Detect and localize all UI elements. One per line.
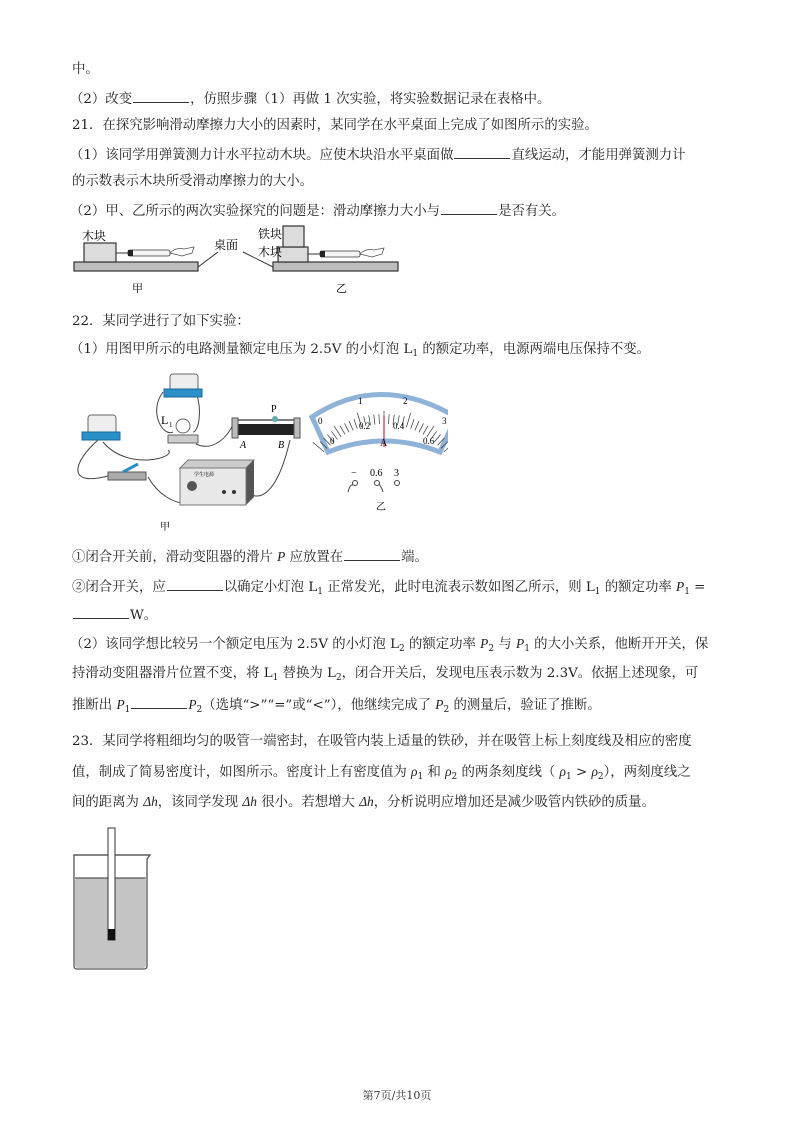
- label-power-supply: 学生电源: [194, 473, 215, 478]
- text: >: [571, 765, 592, 780]
- switch-base: [108, 472, 146, 480]
- terminal-icon: [353, 481, 358, 486]
- q20-step2: [70, 88, 730, 110]
- tick-label-top: 2: [403, 396, 408, 406]
- text: 间的距离为: [72, 795, 144, 810]
- answer-blank[interactable]: [454, 144, 510, 159]
- answer-blank[interactable]: [73, 604, 129, 619]
- text: 的大小关系，他断开开关，保: [529, 637, 709, 652]
- iron-sand: [108, 929, 115, 940]
- rheostat-coil: [236, 424, 296, 435]
- text: （2）甲、乙所示的两次实验探究的问题是：滑动摩擦力大小与: [70, 204, 441, 219]
- terminal-label: −: [351, 468, 357, 479]
- label-wood: 木块: [258, 245, 283, 259]
- answer-blank[interactable]: [133, 88, 189, 103]
- tick-label-bottom: 0.6: [423, 436, 435, 446]
- rheostat-end: [294, 418, 300, 438]
- ammeter-device: [82, 415, 120, 440]
- circuit-figure: [68, 372, 448, 534]
- label-jia: 甲: [132, 283, 143, 295]
- q23-line3: [72, 792, 732, 813]
- subscript: 2: [443, 705, 450, 715]
- meter-base: [82, 432, 120, 440]
- terminal-icon: [375, 481, 380, 486]
- q22-step2: [72, 576, 732, 598]
- terminal-icon: [395, 481, 400, 486]
- power-top: [180, 460, 254, 468]
- hand-icon: [360, 248, 384, 257]
- label-yi: 乙: [336, 283, 347, 295]
- voltmeter-device: [164, 374, 202, 397]
- spring-scale: [128, 250, 170, 256]
- tick-label-bottom: 0.4: [393, 421, 405, 431]
- figure-yi: [258, 226, 398, 295]
- meter-base: [164, 389, 202, 397]
- subscript: 2: [451, 772, 458, 782]
- text: 与: [494, 637, 516, 652]
- label-iron: 铁块: [258, 227, 283, 241]
- var-rho: ρ: [445, 764, 452, 779]
- var-p: P: [116, 697, 125, 712]
- text-line: [72, 60, 732, 80]
- text: W。: [130, 608, 158, 623]
- subscript: 1: [565, 772, 572, 782]
- tick-label-top: 0: [318, 416, 323, 426]
- answer-blank[interactable]: [441, 200, 497, 215]
- var-p: P: [516, 636, 525, 651]
- q22-step1: [72, 546, 732, 568]
- label-p: P: [271, 404, 277, 415]
- text: 的测量后，验证了推断。: [449, 698, 601, 713]
- q23-line1: [72, 732, 732, 752]
- table-board: [74, 262, 198, 271]
- terminal-icon: [232, 490, 236, 494]
- var-rho: ρ: [591, 764, 598, 779]
- q22-stem: [72, 312, 732, 332]
- wire: [379, 484, 383, 492]
- text: 22．某同学进行了如下实验：: [72, 314, 250, 329]
- text: （选填“>”“=”或“<”），他继续完成了: [202, 698, 436, 713]
- text: （2）该同学想比较另一个额定电压为 2.5V 的小灯泡 L: [70, 637, 399, 652]
- text: （1）该同学用弹簧测力计水平拉动木块。应使木块沿水平桌面做: [70, 148, 454, 163]
- wood-block: [278, 247, 308, 262]
- text: ①闭合开关前，滑动变阻器的滑片: [72, 550, 278, 565]
- label-b: B: [278, 440, 285, 451]
- text: 的额定功率，电源两端电压保持不变。: [418, 342, 650, 357]
- wire: [196, 424, 233, 446]
- var-p: P: [676, 579, 685, 594]
- q21-part1: [70, 144, 730, 166]
- var-dh: Δh: [359, 794, 374, 809]
- subscript: 2: [488, 644, 495, 654]
- scale-hook: [128, 250, 133, 256]
- tick-label-top: 3: [442, 416, 447, 426]
- q22-part1: [70, 340, 730, 360]
- text: 是否有关。: [498, 204, 566, 219]
- power-supply-device: [180, 460, 254, 505]
- scale-hook: [320, 251, 325, 257]
- subscript: 1: [317, 587, 323, 597]
- terminal-label: 0.6: [370, 468, 383, 479]
- q21-part2: [70, 200, 730, 222]
- knob-icon: [187, 481, 197, 491]
- text: 替换为 L: [278, 666, 336, 681]
- rheostat-end: [232, 418, 238, 438]
- text: ，分析说明应增加还是减少吸管内铁砂的质量。: [373, 795, 655, 810]
- text: 值，制成了简易密度计，如图所示。密度计上有密度值为: [72, 765, 412, 780]
- label-a: A: [240, 440, 247, 451]
- text: 的额定功率: [600, 580, 676, 595]
- text: 端。: [401, 550, 428, 565]
- text: 推断出: [72, 698, 117, 713]
- text: 正常发光，此时电流表示数如图乙所示，则 L: [322, 580, 595, 595]
- bulb-base: [168, 435, 198, 443]
- label-wood: 木块: [82, 229, 107, 243]
- text: ②闭合开关，应: [72, 580, 166, 595]
- text: 的示数表示木块所受滑动摩擦力的大小。: [72, 174, 314, 189]
- slider-icon: [272, 416, 278, 422]
- label-lamp: L: [161, 413, 169, 427]
- text: （1）用图甲所示的电路测量额定电压为 2.5V 的小灯泡 L: [70, 342, 413, 357]
- text: ，该同学发现: [157, 795, 243, 810]
- q22-part2-cont: [72, 664, 732, 684]
- q22-step2-cont: [72, 604, 732, 626]
- answer-blank[interactable]: [344, 546, 400, 561]
- subscript: 1: [684, 587, 690, 597]
- var-p: P: [480, 636, 489, 651]
- subscript: 2: [398, 644, 405, 654]
- q21-part1-cont: [72, 172, 732, 192]
- subscript: 1: [594, 587, 601, 597]
- switch-device: [108, 464, 146, 480]
- q23-line2: [72, 762, 732, 783]
- q21-stem: [72, 116, 732, 136]
- bulb-device: [161, 413, 198, 443]
- label-jia: 甲: [160, 522, 170, 533]
- wire: [78, 440, 108, 479]
- var-p: P: [277, 549, 286, 564]
- text: 持滑动变阻器滑片位置不变，将 L: [72, 666, 273, 681]
- hand-icon: [170, 247, 194, 256]
- text: 的额定功率: [404, 637, 481, 652]
- q22-part2-cont2: [72, 694, 732, 716]
- friction-experiment-figure: [68, 222, 408, 304]
- spring-scale: [320, 251, 360, 257]
- subscript: 1: [417, 772, 424, 782]
- answer-blank[interactable]: [131, 694, 187, 709]
- tick-label-bottom: 0.2: [359, 421, 371, 431]
- wire: [348, 485, 353, 492]
- terminal-label: 3: [394, 468, 399, 479]
- subscript: 2: [597, 772, 604, 782]
- subscript: 1: [124, 705, 131, 715]
- page-footer: 第7页/共10页: [362, 1089, 432, 1102]
- table-board: [273, 262, 398, 271]
- text: 以确定小灯泡 L: [223, 580, 318, 595]
- text: 应放置在: [285, 550, 344, 565]
- rheostat-device: [232, 404, 300, 451]
- var-p: P: [435, 697, 444, 712]
- var-rho: ρ: [411, 764, 418, 779]
- subscript: 1: [524, 644, 530, 654]
- subscript: 2: [335, 673, 342, 683]
- text: 直线运动，才能用弹簧测力计: [511, 148, 686, 163]
- text: 中。: [72, 62, 99, 77]
- text: =: [689, 580, 706, 595]
- var-dh: Δh: [242, 794, 257, 809]
- wood-block: [84, 243, 116, 262]
- var-dh: Δh: [143, 794, 158, 809]
- unit-label: A: [380, 438, 388, 449]
- densimeter-figure: [72, 825, 152, 973]
- var-rho: ρ: [559, 764, 566, 779]
- text: 23．某同学将粗细均匀的吸管一端密封，在吸管内装上适量的铁砂，并在吸管上标上刻度线及相应的密度: [72, 734, 692, 749]
- text: 很小。若想增大: [256, 795, 360, 810]
- wire: [193, 392, 199, 432]
- text: （2）改变: [70, 92, 133, 107]
- text: 的两条刻度线（: [457, 765, 560, 780]
- switch-lever: [123, 464, 138, 472]
- text: 21．在探究影响滑动摩擦力大小的因素时，某同学在水平桌面上完成了如图所示的实验。: [72, 118, 598, 133]
- straw-tube: [108, 828, 115, 940]
- terminal-icon: [222, 490, 226, 494]
- tick-label-bottom: 0: [330, 436, 335, 446]
- figure-jia: [74, 228, 198, 295]
- text: ，闭合开关后，发现电压表示数为 2.3V。依据上述现象，可: [341, 666, 699, 681]
- text: 和: [423, 765, 446, 780]
- subscript: 1: [412, 349, 419, 359]
- subscript: 2: [196, 705, 203, 715]
- bulb-icon: [176, 419, 190, 433]
- wire: [103, 442, 169, 460]
- q22-part2: [70, 634, 730, 655]
- subscript: 1: [272, 673, 279, 683]
- label-desk: 桌面: [214, 238, 239, 252]
- var-p: P: [188, 697, 197, 712]
- iron-block: [283, 226, 304, 247]
- tick-label-top: 1: [358, 396, 363, 406]
- text: ，仿照步骤（1）再做 1 次实验，将实验数据记录在表格中。: [190, 92, 551, 107]
- pointer-line: [198, 252, 218, 267]
- text: ），两刻度线之: [603, 765, 691, 780]
- ammeter-dial: [312, 395, 448, 514]
- label-lamp-sub: 1: [169, 421, 173, 429]
- answer-blank[interactable]: [167, 576, 223, 591]
- label-yi: 乙: [376, 502, 386, 513]
